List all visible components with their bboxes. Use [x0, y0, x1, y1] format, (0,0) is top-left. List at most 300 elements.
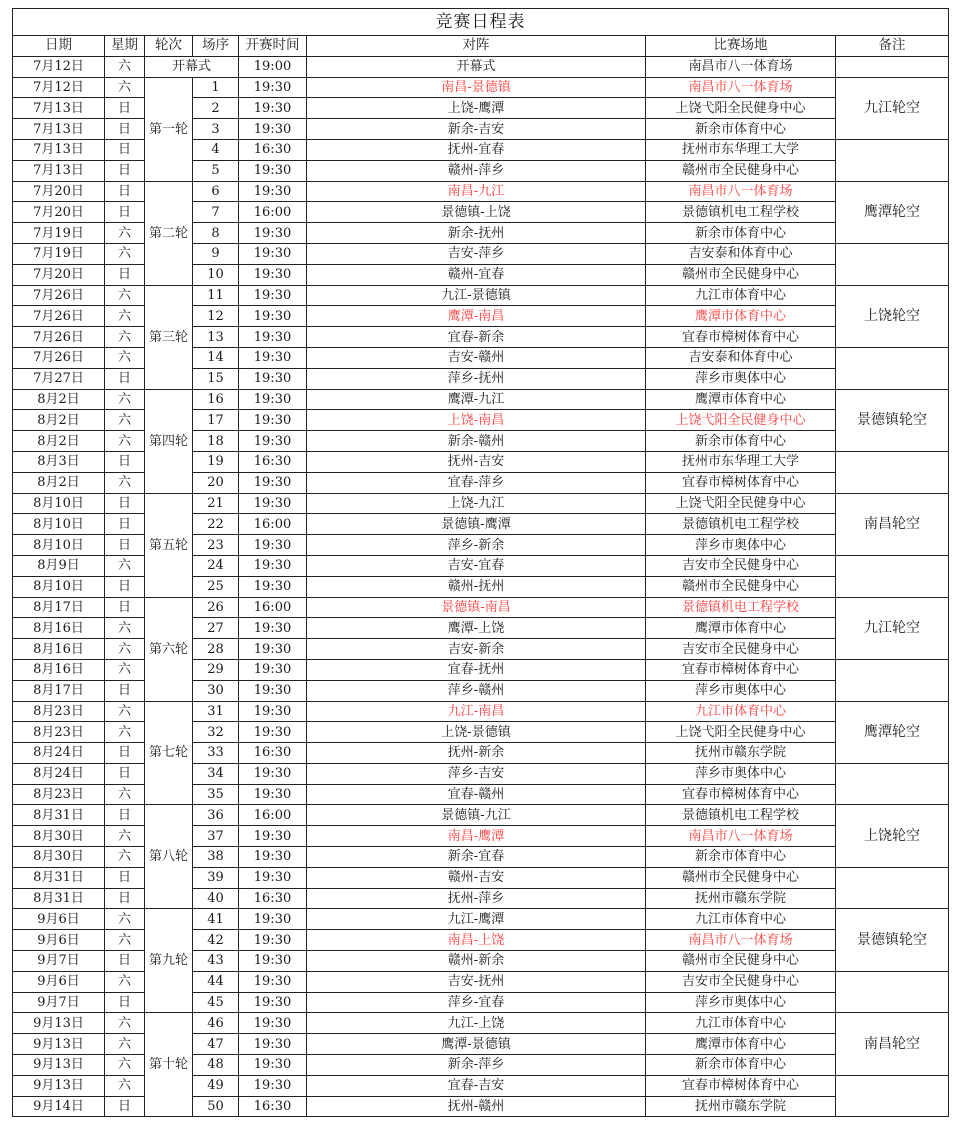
venue-cell: 鹰潭市体育中心 [646, 1034, 836, 1055]
weekday-cell: 日 [105, 119, 145, 140]
matchup-cell: 抚州-萍乡 [307, 888, 646, 909]
date-cell: 8月10日 [13, 576, 105, 597]
matchup-cell: 鹰潭-南昌 [307, 306, 646, 327]
match-no-cell: 12 [193, 306, 239, 327]
round-cell: 第十轮 [145, 1013, 193, 1117]
weekday-cell: 六 [105, 1075, 145, 1096]
match-no-cell: 22 [193, 514, 239, 535]
venue-cell: 宜春市樟树体育中心 [646, 327, 836, 348]
header-start-time: 开赛时间 [239, 36, 307, 57]
header-venue: 比赛场地 [646, 36, 836, 57]
venue-cell: 赣州市全民健身中心 [646, 867, 836, 888]
matchup-cell: 吉安-新余 [307, 639, 646, 660]
start-time-cell: 19:30 [239, 181, 307, 202]
date-cell: 8月10日 [13, 514, 105, 535]
weekday-cell: 日 [105, 867, 145, 888]
date-cell: 9月6日 [13, 971, 105, 992]
opening-note [836, 56, 949, 77]
match-no-cell: 2 [193, 98, 239, 119]
date-cell: 8月2日 [13, 431, 105, 452]
weekday-cell: 日 [105, 576, 145, 597]
matchup-cell: 抚州-新余 [307, 743, 646, 764]
start-time-cell: 19:30 [239, 639, 307, 660]
table-row [13, 181, 949, 202]
matchup-cell: 赣州-萍乡 [307, 160, 646, 181]
venue-cell: 新余市体育中心 [646, 223, 836, 244]
match-no-cell: 34 [193, 763, 239, 784]
start-time-cell: 19:30 [239, 1034, 307, 1055]
header-match-no: 场序 [193, 36, 239, 57]
match-no-cell: 13 [193, 327, 239, 348]
date-cell: 8月16日 [13, 618, 105, 639]
start-time-cell: 19:30 [239, 1075, 307, 1096]
bye-note-cell: 南昌轮空 [836, 1013, 949, 1075]
schedule-table [12, 8, 949, 1117]
matchup-cell: 新余-抚州 [307, 223, 646, 244]
start-time-cell: 19:30 [239, 659, 307, 680]
match-no-cell: 5 [193, 160, 239, 181]
start-time-cell: 16:30 [239, 139, 307, 160]
venue-cell: 宜春市樟树体育中心 [646, 784, 836, 805]
matchup-cell: 景德镇-鹰潭 [307, 514, 646, 535]
header-matchup: 对阵 [307, 36, 646, 57]
weekday-cell: 六 [105, 826, 145, 847]
bye-note-cell: 南昌轮空 [836, 493, 949, 555]
match-no-cell: 3 [193, 119, 239, 140]
date-cell: 8月3日 [13, 451, 105, 472]
weekday-cell: 日 [105, 763, 145, 784]
matchup-cell: 鹰潭-九江 [307, 389, 646, 410]
venue-cell: 南昌市八一体育场 [646, 181, 836, 202]
start-time-cell: 19:30 [239, 1055, 307, 1076]
date-cell: 8月17日 [13, 597, 105, 618]
matchup-cell: 南昌-鹰潭 [307, 826, 646, 847]
weekday-cell: 日 [105, 202, 145, 223]
opening-label: 开幕式 [145, 56, 239, 77]
matchup-cell: 鹰潭-景德镇 [307, 1034, 646, 1055]
matchup-cell: 鹰潭-上饶 [307, 618, 646, 639]
header-round: 轮次 [145, 36, 193, 57]
matchup-cell: 萍乡-宜春 [307, 992, 646, 1013]
weekday-cell: 六 [105, 327, 145, 348]
matchup-cell: 抚州-宜春 [307, 139, 646, 160]
venue-cell: 赣州市全民健身中心 [646, 160, 836, 181]
weekday-cell: 日 [105, 597, 145, 618]
start-time-cell: 19:30 [239, 431, 307, 452]
header-notes: 备注 [836, 36, 949, 57]
empty-note-cell [836, 971, 949, 1013]
venue-cell: 景德镇机电工程学校 [646, 597, 836, 618]
weekday-cell: 六 [105, 1055, 145, 1076]
match-no-cell: 44 [193, 971, 239, 992]
match-no-cell: 23 [193, 535, 239, 556]
date-cell: 8月23日 [13, 722, 105, 743]
venue-cell: 抚州市东华理工大学 [646, 139, 836, 160]
venue-cell: 新余市体育中心 [646, 431, 836, 452]
start-time-cell: 19:30 [239, 264, 307, 285]
round-cell: 第四轮 [145, 389, 193, 493]
start-time-cell: 19:30 [239, 98, 307, 119]
matchup-cell: 景德镇-上饶 [307, 202, 646, 223]
empty-note-cell [836, 347, 949, 389]
table-row [13, 285, 949, 306]
match-no-cell: 48 [193, 1055, 239, 1076]
weekday-cell: 日 [105, 743, 145, 764]
date-cell: 8月9日 [13, 555, 105, 576]
date-cell: 9月13日 [13, 1013, 105, 1034]
match-no-cell: 8 [193, 223, 239, 244]
weekday-cell: 六 [105, 77, 145, 98]
start-time-cell: 19:30 [239, 951, 307, 972]
start-time-cell: 19:30 [239, 826, 307, 847]
matchup-cell: 赣州-新余 [307, 951, 646, 972]
date-cell: 8月30日 [13, 826, 105, 847]
opening-date: 7月12日 [13, 56, 105, 77]
match-no-cell: 11 [193, 285, 239, 306]
start-time-cell: 19:30 [239, 285, 307, 306]
start-time-cell: 19:30 [239, 77, 307, 98]
match-no-cell: 16 [193, 389, 239, 410]
start-time-cell: 19:30 [239, 389, 307, 410]
weekday-cell: 日 [105, 368, 145, 389]
weekday-cell: 日 [105, 992, 145, 1013]
empty-note-cell [836, 139, 949, 181]
round-cell: 第一轮 [145, 77, 193, 181]
matchup-cell: 吉安-赣州 [307, 347, 646, 368]
match-no-cell: 15 [193, 368, 239, 389]
matchup-cell: 吉安-萍乡 [307, 243, 646, 264]
venue-cell: 吉安泰和体育中心 [646, 243, 836, 264]
date-cell: 8月31日 [13, 888, 105, 909]
match-no-cell: 28 [193, 639, 239, 660]
round-cell: 第五轮 [145, 493, 193, 597]
matchup-cell: 宜春-赣州 [307, 784, 646, 805]
match-no-cell: 29 [193, 659, 239, 680]
date-cell: 9月14日 [13, 1096, 105, 1117]
matchup-cell: 九江-景德镇 [307, 285, 646, 306]
header-row [13, 36, 949, 57]
venue-cell: 九江市体育中心 [646, 1013, 836, 1034]
venue-cell: 萍乡市奥体中心 [646, 680, 836, 701]
start-time-cell: 19:30 [239, 576, 307, 597]
date-cell: 8月2日 [13, 472, 105, 493]
weekday-cell: 六 [105, 285, 145, 306]
start-time-cell: 16:30 [239, 1096, 307, 1117]
opening-row [13, 56, 949, 77]
date-cell: 7月27日 [13, 368, 105, 389]
weekday-cell: 六 [105, 971, 145, 992]
venue-cell: 九江市体育中心 [646, 701, 836, 722]
match-no-cell: 19 [193, 451, 239, 472]
date-cell: 8月16日 [13, 659, 105, 680]
venue-cell: 鹰潭市体育中心 [646, 618, 836, 639]
weekday-cell: 日 [105, 160, 145, 181]
matchup-cell: 九江-南昌 [307, 701, 646, 722]
opening-weekday: 六 [105, 56, 145, 77]
venue-cell: 上饶弋阳全民健身中心 [646, 493, 836, 514]
weekday-cell: 六 [105, 1013, 145, 1034]
date-cell: 9月13日 [13, 1034, 105, 1055]
table-row [13, 1013, 949, 1034]
matchup-cell: 萍乡-抚州 [307, 368, 646, 389]
venue-cell: 景德镇机电工程学校 [646, 202, 836, 223]
bye-note-cell: 景德镇轮空 [836, 909, 949, 971]
weekday-cell: 六 [105, 306, 145, 327]
table-row [13, 805, 949, 826]
empty-note-cell [836, 763, 949, 805]
match-no-cell: 18 [193, 431, 239, 452]
bye-note-cell: 鹰潭轮空 [836, 181, 949, 243]
date-cell: 8月23日 [13, 784, 105, 805]
start-time-cell: 19:30 [239, 992, 307, 1013]
date-cell: 8月10日 [13, 493, 105, 514]
start-time-cell: 19:30 [239, 327, 307, 348]
match-no-cell: 31 [193, 701, 239, 722]
match-no-cell: 17 [193, 410, 239, 431]
date-cell: 9月7日 [13, 992, 105, 1013]
match-no-cell: 41 [193, 909, 239, 930]
start-time-cell: 19:30 [239, 784, 307, 805]
match-no-cell: 20 [193, 472, 239, 493]
title-row [13, 9, 949, 36]
weekday-cell: 六 [105, 659, 145, 680]
weekday-cell: 六 [105, 223, 145, 244]
matchup-cell: 赣州-吉安 [307, 867, 646, 888]
date-cell: 8月2日 [13, 410, 105, 431]
venue-cell: 鹰潭市体育中心 [646, 389, 836, 410]
date-cell: 9月6日 [13, 930, 105, 951]
venue-cell: 景德镇机电工程学校 [646, 805, 836, 826]
table-row [13, 909, 949, 930]
start-time-cell: 19:30 [239, 722, 307, 743]
start-time-cell: 16:00 [239, 202, 307, 223]
venue-cell: 新余市体育中心 [646, 847, 836, 868]
date-cell: 8月10日 [13, 535, 105, 556]
table-row [13, 493, 949, 514]
weekday-cell: 六 [105, 389, 145, 410]
date-cell: 8月17日 [13, 680, 105, 701]
date-cell: 9月13日 [13, 1075, 105, 1096]
matchup-cell: 新余-萍乡 [307, 1055, 646, 1076]
date-cell: 7月13日 [13, 119, 105, 140]
weekday-cell: 六 [105, 472, 145, 493]
weekday-cell: 日 [105, 805, 145, 826]
schedule-body [13, 9, 949, 1117]
weekday-cell: 六 [105, 639, 145, 660]
match-no-cell: 50 [193, 1096, 239, 1117]
weekday-cell: 六 [105, 347, 145, 368]
round-cell: 第八轮 [145, 805, 193, 909]
round-cell: 第三轮 [145, 285, 193, 389]
start-time-cell: 19:30 [239, 119, 307, 140]
venue-cell: 南昌市八一体育场 [646, 930, 836, 951]
opening-matchup: 开幕式 [307, 56, 646, 77]
date-cell: 9月7日 [13, 951, 105, 972]
venue-cell: 萍乡市奥体中心 [646, 368, 836, 389]
weekday-cell: 六 [105, 930, 145, 951]
start-time-cell: 19:30 [239, 410, 307, 431]
weekday-cell: 日 [105, 888, 145, 909]
venue-cell: 宜春市樟树体育中心 [646, 472, 836, 493]
venue-cell: 新余市体育中心 [646, 119, 836, 140]
weekday-cell: 日 [105, 181, 145, 202]
start-time-cell: 19:30 [239, 493, 307, 514]
start-time-cell: 19:30 [239, 680, 307, 701]
match-no-cell: 14 [193, 347, 239, 368]
start-time-cell: 19:30 [239, 243, 307, 264]
weekday-cell: 日 [105, 514, 145, 535]
match-no-cell: 46 [193, 1013, 239, 1034]
matchup-cell: 萍乡-新余 [307, 535, 646, 556]
date-cell: 7月26日 [13, 347, 105, 368]
weekday-cell: 六 [105, 847, 145, 868]
match-no-cell: 33 [193, 743, 239, 764]
date-cell: 8月23日 [13, 701, 105, 722]
matchup-cell: 南昌-九江 [307, 181, 646, 202]
matchup-cell: 新余-宜春 [307, 847, 646, 868]
round-cell: 第七轮 [145, 701, 193, 805]
weekday-cell: 六 [105, 410, 145, 431]
matchup-cell: 南昌-景德镇 [307, 77, 646, 98]
round-cell: 第二轮 [145, 181, 193, 285]
start-time-cell: 19:30 [239, 306, 307, 327]
match-no-cell: 7 [193, 202, 239, 223]
matchup-cell: 新余-吉安 [307, 119, 646, 140]
venue-cell: 抚州市赣东学院 [646, 743, 836, 764]
date-cell: 7月13日 [13, 98, 105, 119]
venue-cell: 吉安市全民健身中心 [646, 639, 836, 660]
matchup-cell: 宜春-抚州 [307, 659, 646, 680]
date-cell: 7月20日 [13, 202, 105, 223]
opening-venue: 南昌市八一体育场 [646, 56, 836, 77]
venue-cell: 上饶弋阳全民健身中心 [646, 410, 836, 431]
bye-note-cell: 鹰潭轮空 [836, 701, 949, 763]
venue-cell: 吉安市全民健身中心 [646, 971, 836, 992]
table-row [13, 389, 949, 410]
date-cell: 7月26日 [13, 285, 105, 306]
weekday-cell: 日 [105, 264, 145, 285]
start-time-cell: 19:30 [239, 618, 307, 639]
start-time-cell: 19:30 [239, 701, 307, 722]
matchup-cell: 上饶-九江 [307, 493, 646, 514]
match-no-cell: 32 [193, 722, 239, 743]
weekday-cell: 六 [105, 618, 145, 639]
header-weekday: 星期 [105, 36, 145, 57]
venue-cell: 赣州市全民健身中心 [646, 264, 836, 285]
matchup-cell: 吉安-宜春 [307, 555, 646, 576]
start-time-cell: 19:30 [239, 223, 307, 244]
matchup-cell: 抚州-吉安 [307, 451, 646, 472]
date-cell: 8月30日 [13, 847, 105, 868]
match-no-cell: 4 [193, 139, 239, 160]
date-cell: 8月24日 [13, 763, 105, 784]
weekday-cell: 六 [105, 1034, 145, 1055]
match-no-cell: 43 [193, 951, 239, 972]
bye-note-cell: 上饶轮空 [836, 285, 949, 347]
start-time-cell: 19:30 [239, 867, 307, 888]
start-time-cell: 19:30 [239, 368, 307, 389]
start-time-cell: 19:30 [239, 971, 307, 992]
match-no-cell: 26 [193, 597, 239, 618]
opening-time: 19:00 [239, 56, 307, 77]
venue-cell: 萍乡市奥体中心 [646, 763, 836, 784]
date-cell: 7月20日 [13, 181, 105, 202]
weekday-cell: 日 [105, 535, 145, 556]
matchup-cell: 抚州-赣州 [307, 1096, 646, 1117]
match-no-cell: 1 [193, 77, 239, 98]
start-time-cell: 19:30 [239, 930, 307, 951]
matchup-cell: 萍乡-吉安 [307, 763, 646, 784]
start-time-cell: 16:30 [239, 888, 307, 909]
match-no-cell: 35 [193, 784, 239, 805]
matchup-cell: 上饶-南昌 [307, 410, 646, 431]
date-cell: 8月31日 [13, 867, 105, 888]
venue-cell: 景德镇机电工程学校 [646, 514, 836, 535]
date-cell: 7月20日 [13, 264, 105, 285]
empty-note-cell [836, 243, 949, 285]
match-no-cell: 24 [193, 555, 239, 576]
matchup-cell: 宜春-萍乡 [307, 472, 646, 493]
match-no-cell: 6 [193, 181, 239, 202]
match-no-cell: 25 [193, 576, 239, 597]
match-no-cell: 10 [193, 264, 239, 285]
match-no-cell: 40 [193, 888, 239, 909]
matchup-cell: 宜春-新余 [307, 327, 646, 348]
start-time-cell: 19:30 [239, 763, 307, 784]
venue-cell: 宜春市樟树体育中心 [646, 1075, 836, 1096]
weekday-cell: 日 [105, 951, 145, 972]
empty-note-cell [836, 659, 949, 701]
matchup-cell: 南昌-上饶 [307, 930, 646, 951]
round-cell: 第九轮 [145, 909, 193, 1013]
venue-cell: 吉安泰和体育中心 [646, 347, 836, 368]
match-no-cell: 45 [193, 992, 239, 1013]
match-no-cell: 30 [193, 680, 239, 701]
table-title: 竞赛日程表 [13, 9, 949, 36]
date-cell: 7月13日 [13, 160, 105, 181]
venue-cell: 上饶弋阳全民健身中心 [646, 98, 836, 119]
table-row [13, 77, 949, 98]
table-row [13, 597, 949, 618]
venue-cell: 吉安市全民健身中心 [646, 555, 836, 576]
venue-cell: 赣州市全民健身中心 [646, 576, 836, 597]
start-time-cell: 16:30 [239, 451, 307, 472]
table-row [13, 701, 949, 722]
schedule-document [12, 8, 948, 1117]
match-no-cell: 38 [193, 847, 239, 868]
matchup-cell: 宜春-吉安 [307, 1075, 646, 1096]
date-cell: 8月2日 [13, 389, 105, 410]
matchup-cell: 赣州-宜春 [307, 264, 646, 285]
weekday-cell: 日 [105, 1096, 145, 1117]
start-time-cell: 19:30 [239, 535, 307, 556]
weekday-cell: 六 [105, 555, 145, 576]
venue-cell: 九江市体育中心 [646, 285, 836, 306]
venue-cell: 抚州市赣东学院 [646, 1096, 836, 1117]
bye-note-cell: 九江轮空 [836, 597, 949, 659]
venue-cell: 南昌市八一体育场 [646, 77, 836, 98]
venue-cell: 萍乡市奥体中心 [646, 535, 836, 556]
date-cell: 7月19日 [13, 223, 105, 244]
matchup-cell: 九江-上饶 [307, 1013, 646, 1034]
weekday-cell: 日 [105, 98, 145, 119]
bye-note-cell: 上饶轮空 [836, 805, 949, 867]
start-time-cell: 16:00 [239, 805, 307, 826]
date-cell: 9月13日 [13, 1055, 105, 1076]
start-time-cell: 19:30 [239, 1013, 307, 1034]
empty-note-cell [836, 1075, 949, 1117]
date-cell: 7月13日 [13, 139, 105, 160]
